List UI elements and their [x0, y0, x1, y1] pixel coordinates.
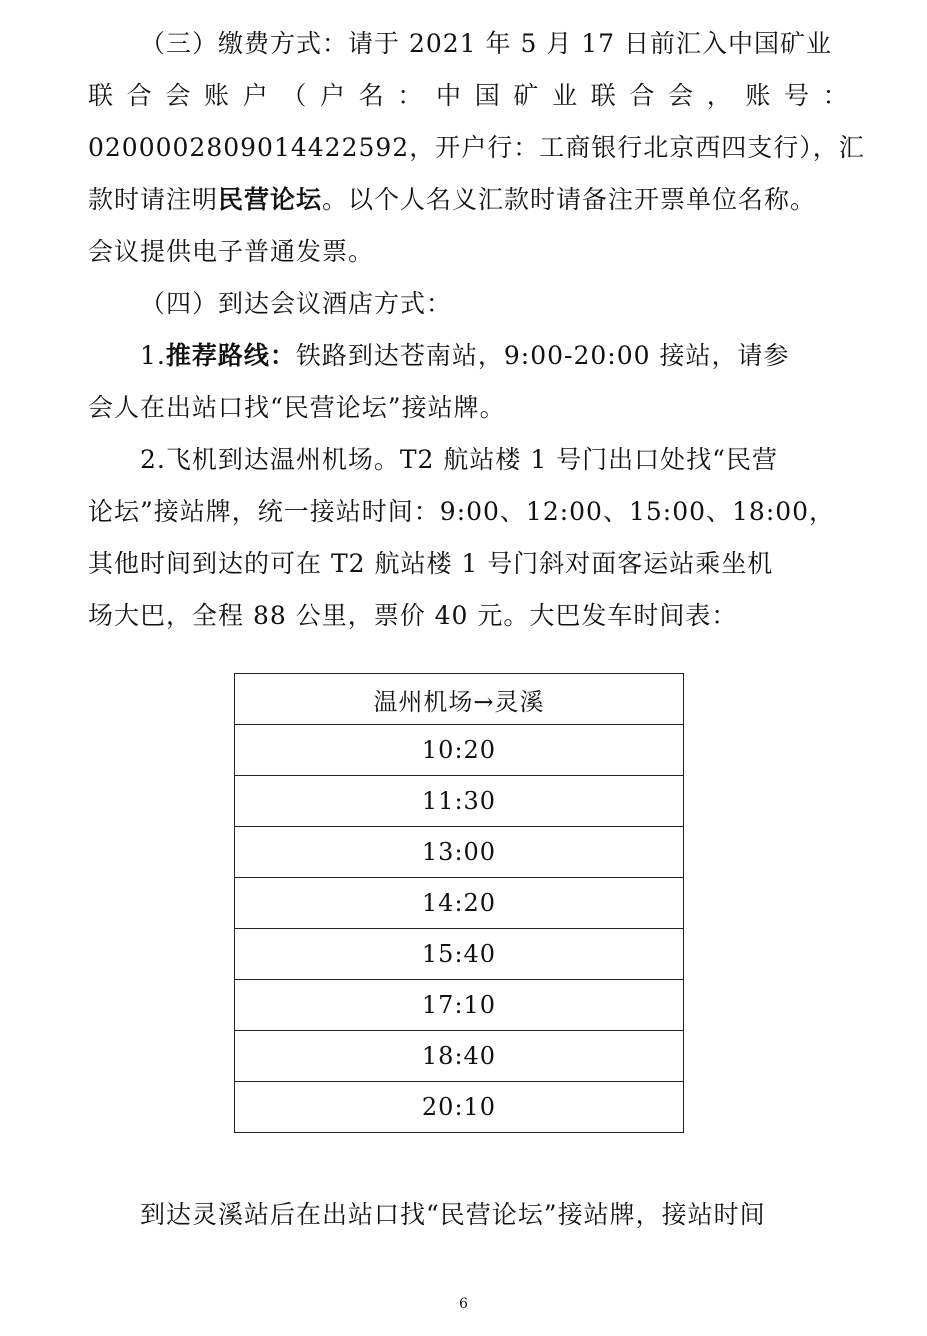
payment-line-2-char: ：	[822, 81, 848, 110]
route2-line-3: 其他时间到达的可在 T2 航站楼 1 号门斜对面客运站乘坐机	[88, 549, 774, 578]
payment-text-4-post: 。以个人名义汇款时请备注开票单位名称。	[322, 185, 817, 214]
departure-time: 13:00	[235, 827, 684, 878]
departure-time: 14:20	[235, 878, 684, 929]
bus-timetable	[234, 673, 684, 1133]
payment-line-2-char: ：	[397, 81, 423, 110]
route1-number: 1.	[140, 341, 166, 370]
payment-line-2-char: 业	[552, 81, 578, 110]
payment-line-2-char: 合	[126, 81, 152, 110]
departure-time: 11:30	[235, 776, 684, 827]
payment-text-4-pre: 款时请注明	[88, 185, 219, 214]
payment-line-5: 会议提供电子普通发票。	[88, 237, 375, 266]
route1-text: 铁路到达苍南站，9:00-20:00 接站，请参	[295, 341, 790, 370]
route1-label: 推荐路线：	[165, 341, 296, 370]
payment-line-2-char: 名	[358, 81, 384, 110]
departure-time: 18:40	[235, 1031, 684, 1082]
departure-time: 17:10	[235, 980, 684, 1031]
payment-line-2-char: （	[281, 81, 307, 110]
payment-line-2-char: 合	[629, 81, 655, 110]
payment-line-3: 0200002809014422592，开户行：工商银行北京西四支行），汇	[88, 133, 865, 162]
route1-line-2: 会人在出站口找“民营论坛”接站牌。	[88, 393, 506, 422]
payment-heading: （三）缴费方式：	[140, 29, 349, 58]
payment-line-2-char: 户	[242, 81, 268, 110]
body-text	[88, 18, 865, 642]
payment-line-2-char: 矿	[513, 81, 539, 110]
timetable-header: 温州机场→灵溪	[235, 674, 684, 725]
payment-line-2-char: 账	[204, 81, 230, 110]
route2-line-4: 场大巴，全程 88 公里，票价 40 元。大巴发车时间表：	[88, 601, 738, 630]
payment-line-2-char: 联	[88, 81, 114, 110]
payment-line-2-char: 联	[590, 81, 616, 110]
payment-line-2-char: 账	[745, 81, 771, 110]
payment-line-2-char: ，	[706, 81, 732, 110]
payment-line-1	[88, 18, 848, 70]
payment-text-1: 请于 2021 年 5 月 17 日前汇入中国矿业	[348, 29, 833, 58]
page-number: 6	[459, 1296, 468, 1312]
payment-line-2-char: 号	[784, 81, 810, 110]
payment-forum-name: 民营论坛	[218, 185, 323, 214]
route1-line-1	[88, 330, 848, 382]
route2-line-1: 2.飞机到达温州机场。T2 航站楼 1 号门出口处找“民营	[140, 445, 778, 474]
payment-line-2-char: 会	[165, 81, 191, 110]
payment-line-4	[88, 174, 848, 226]
payment-line-2-char: 户	[320, 81, 346, 110]
payment-line-2-char: 国	[474, 81, 500, 110]
payment-line-2	[88, 70, 848, 122]
departure-time: 15:40	[235, 929, 684, 980]
payment-line-2-char: 中	[436, 81, 462, 110]
departure-time: 10:20	[235, 725, 684, 776]
route2-line-2: 论坛”接站牌，统一接站时间：9:00、12:00、15:00、18:00，	[88, 497, 836, 526]
departure-time: 20:10	[235, 1082, 684, 1133]
payment-line-2-char: 会	[668, 81, 694, 110]
after-table-text: 到达灵溪站后在出站口找“民营论坛”接站牌，接站时间	[140, 1200, 766, 1229]
arrival-heading: （四）到达会议酒店方式：	[140, 289, 453, 318]
